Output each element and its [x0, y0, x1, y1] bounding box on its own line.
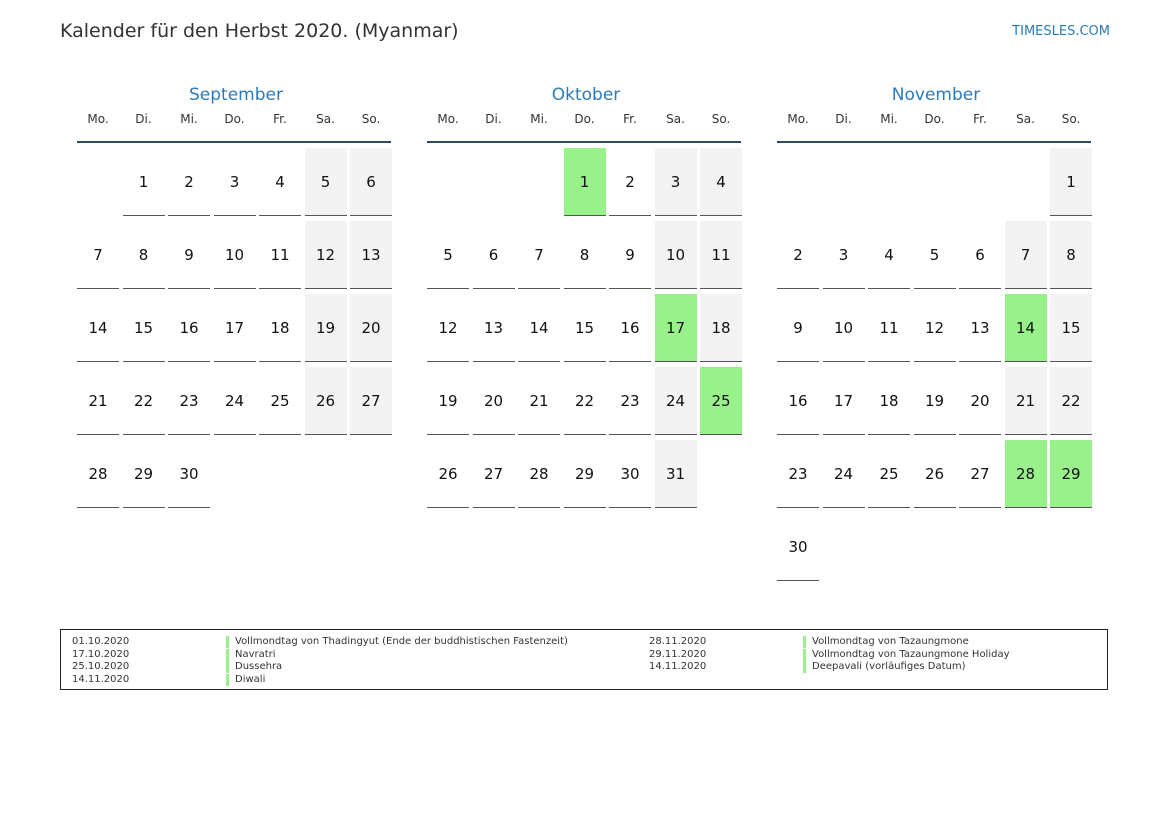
day-cell-holiday: 29: [1050, 440, 1092, 508]
day-cell: 4: [259, 148, 301, 216]
day-cell: 8: [123, 221, 165, 289]
day-cell: 1: [123, 148, 165, 216]
day-cell: 25: [259, 367, 301, 435]
day-cell: 16: [777, 367, 819, 435]
day-cell: 3: [214, 148, 256, 216]
day-cell: 15: [123, 294, 165, 362]
month-title: November: [891, 85, 981, 105]
day-cell: 13: [959, 294, 1001, 362]
legend-holiday-name: Navratri: [226, 649, 276, 661]
weekday-label: Fr.: [623, 112, 637, 126]
day-cell: 6: [350, 148, 392, 216]
day-cell: 27: [350, 367, 392, 435]
day-cell: 2: [777, 221, 819, 289]
brand-link[interactable]: TIMESLES.COM: [1012, 24, 1110, 39]
month-oktober: [427, 84, 745, 483]
day-cell: 27: [473, 440, 515, 508]
day-cell: 11: [868, 294, 910, 362]
day-cell: 29: [564, 440, 606, 508]
day-cell: 19: [914, 367, 956, 435]
day-cell: 22: [123, 367, 165, 435]
day-cell: 7: [518, 221, 560, 289]
day-cell: 28: [518, 440, 560, 508]
weekday-label: Mi.: [180, 112, 198, 126]
day-cell: 15: [564, 294, 606, 362]
legend-holiday-name: Deepavali (vorläufiges Datum): [803, 661, 965, 673]
day-cell: 10: [655, 221, 697, 289]
day-cell: 24: [823, 440, 865, 508]
day-cell: 10: [823, 294, 865, 362]
legend-date: 17.10.2020: [72, 648, 130, 660]
day-cell: 18: [700, 294, 742, 362]
day-cell: 16: [609, 294, 651, 362]
day-cell: 6: [473, 221, 515, 289]
day-cell: 12: [427, 294, 469, 362]
weekday-label: Sa.: [666, 112, 685, 126]
weekday-label: Di.: [135, 112, 152, 126]
weekday-label: Mo.: [87, 112, 109, 126]
day-cell: 24: [214, 367, 256, 435]
legend-date: 14.11.2020: [72, 673, 130, 685]
header-divider: [77, 141, 391, 143]
legend-date: 29.11.2020: [649, 648, 707, 660]
weekday-label: Di.: [835, 112, 852, 126]
day-cell: 20: [473, 367, 515, 435]
weekday-label: Do.: [224, 112, 245, 126]
day-cell: 19: [427, 367, 469, 435]
day-cell: 19: [305, 294, 347, 362]
day-cell: 2: [609, 148, 651, 216]
holiday-legend: [60, 629, 1108, 690]
month-september: [77, 84, 395, 483]
weekday-label: Fr.: [273, 112, 287, 126]
day-cell: 21: [518, 367, 560, 435]
day-cell: 30: [609, 440, 651, 508]
day-cell: 20: [350, 294, 392, 362]
day-cell: 4: [700, 148, 742, 216]
day-cell: 14: [518, 294, 560, 362]
day-cell: 13: [350, 221, 392, 289]
legend-date: 01.10.2020: [72, 636, 130, 647]
legend-holiday-name: Diwali: [226, 674, 265, 686]
day-cell: 26: [427, 440, 469, 508]
day-cell-holiday: 14: [1005, 294, 1047, 362]
day-cell-holiday: 25: [700, 367, 742, 435]
weekday-label: Mi.: [530, 112, 548, 126]
day-cell: 8: [564, 221, 606, 289]
day-cell: 9: [609, 221, 651, 289]
page-title: Kalender für den Herbst 2020. (Myanmar): [60, 20, 459, 42]
day-cell: 22: [564, 367, 606, 435]
day-cell: 1: [1050, 148, 1092, 216]
day-cell: 17: [823, 367, 865, 435]
weekday-header: [77, 112, 395, 130]
weekday-label: Do.: [574, 112, 595, 126]
day-cell: 13: [473, 294, 515, 362]
legend-date: 25.10.2020: [72, 661, 130, 672]
day-cell: 25: [868, 440, 910, 508]
day-cell: 27: [959, 440, 1001, 508]
day-cell: 30: [777, 513, 819, 581]
weekday-label: Fr.: [973, 112, 987, 126]
weekday-label: So.: [711, 112, 731, 126]
day-cell: 21: [1005, 367, 1047, 435]
legend-holiday-name: Vollmondtag von Tazaungmone Holiday: [803, 649, 1010, 661]
legend-date: 28.11.2020: [649, 636, 707, 647]
day-cell: 20: [959, 367, 1001, 435]
weekday-label: Mo.: [787, 112, 809, 126]
day-cell: 18: [868, 367, 910, 435]
day-cell: 6: [959, 221, 1001, 289]
day-cell: 21: [77, 367, 119, 435]
day-cell: 17: [214, 294, 256, 362]
day-cell: 5: [427, 221, 469, 289]
month-title: Oktober: [551, 85, 621, 105]
day-cell: 11: [259, 221, 301, 289]
weekday-label: So.: [1061, 112, 1081, 126]
day-cell: 9: [777, 294, 819, 362]
day-cell: 10: [214, 221, 256, 289]
weekday-label: Mo.: [437, 112, 459, 126]
month-title: September: [189, 85, 283, 105]
day-cell: 5: [305, 148, 347, 216]
day-cell: 15: [1050, 294, 1092, 362]
day-cell: 3: [823, 221, 865, 289]
weekday-header: [777, 112, 1095, 130]
legend-holiday-name: Dussehra: [226, 661, 282, 673]
day-cell: 16: [168, 294, 210, 362]
day-cell: 26: [305, 367, 347, 435]
weekday-header: [427, 112, 745, 130]
day-cell: 28: [77, 440, 119, 508]
weekday-label: Mi.: [880, 112, 898, 126]
day-cell: 24: [655, 367, 697, 435]
day-cell: 30: [168, 440, 210, 508]
day-cell: 5: [914, 221, 956, 289]
header-divider: [427, 141, 741, 143]
day-cell: 7: [1005, 221, 1047, 289]
weekday-label: Sa.: [316, 112, 335, 126]
day-cell-holiday: 17: [655, 294, 697, 362]
day-cell: 18: [259, 294, 301, 362]
day-cell: 3: [655, 148, 697, 216]
day-cell: 9: [168, 221, 210, 289]
day-cell: 26: [914, 440, 956, 508]
day-cell: 12: [914, 294, 956, 362]
legend-holiday-name: Vollmondtag von Thadingyut (Ende der buddhistischen Fastenzeit): [226, 636, 568, 648]
weekday-label: So.: [361, 112, 381, 126]
day-cell: 14: [77, 294, 119, 362]
legend-date: 14.11.2020: [649, 661, 707, 672]
day-cell: 23: [609, 367, 651, 435]
day-cell-holiday: 1: [564, 148, 606, 216]
day-cell: 7: [77, 221, 119, 289]
weekday-label: Di.: [485, 112, 502, 126]
day-cell: 31: [655, 440, 697, 508]
day-cell: 22: [1050, 367, 1092, 435]
weekday-label: Do.: [924, 112, 945, 126]
weekday-label: Sa.: [1016, 112, 1035, 126]
day-cell: 8: [1050, 221, 1092, 289]
day-cell: 11: [700, 221, 742, 289]
month-november: [777, 84, 1095, 556]
day-cell: 29: [123, 440, 165, 508]
day-cell: 12: [305, 221, 347, 289]
header-divider: [777, 141, 1091, 143]
day-cell-holiday: 28: [1005, 440, 1047, 508]
legend-holiday-name: Vollmondtag von Tazaungmone: [803, 636, 969, 648]
day-cell: 2: [168, 148, 210, 216]
day-cell: 23: [168, 367, 210, 435]
day-cell: 23: [777, 440, 819, 508]
day-cell: 4: [868, 221, 910, 289]
